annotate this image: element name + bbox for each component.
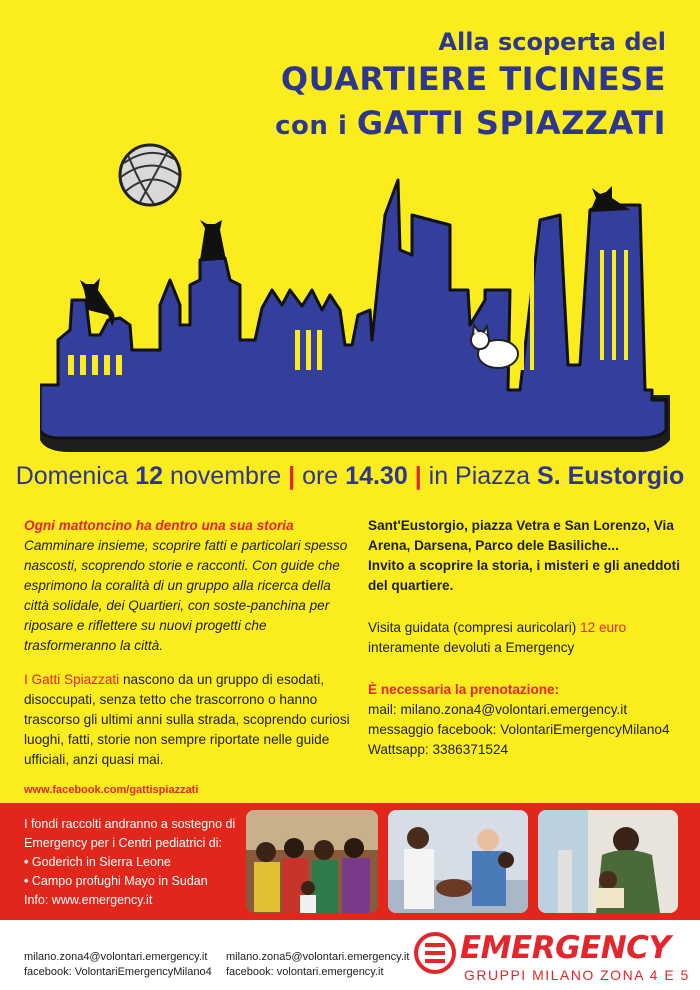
skyline-mass <box>40 180 666 438</box>
funds-item <box>24 872 244 891</box>
photo-mother-child <box>538 810 678 913</box>
itinerary-text: Sant'Eustorgio, piazza Vetra e San Lorenzo, Via Arena, Darsena, Parco dele Basiliche... <box>368 518 674 553</box>
funds-band <box>0 803 700 920</box>
contact-zona4 <box>24 950 212 980</box>
emergency-logo <box>410 930 690 988</box>
price-value: 12 euro <box>580 620 627 635</box>
event-place-label: in Piazza <box>428 462 531 490</box>
funds-item <box>24 853 244 872</box>
zona5-mail[interactable]: milano.zona5@volontari.emergency.it <box>226 951 410 963</box>
description-column <box>24 516 354 800</box>
event-time: 14.30 <box>345 462 408 490</box>
title-line-1: Alla scoperta del <box>438 28 666 56</box>
footer <box>0 920 700 990</box>
cat-right <box>590 186 630 212</box>
zona4-facebook[interactable]: facebook: VolontariEmergencyMilano4 <box>24 966 212 978</box>
event-month: novembre <box>170 462 282 490</box>
facebook-link[interactable]: www.facebook.com/gattispiazzati <box>24 784 199 796</box>
invite-text: Invito a scoprire la storia, i misteri e gli aneddoti del quartiere. <box>368 558 680 593</box>
group-description <box>24 670 354 770</box>
event-place: S. Eustorgio <box>537 462 685 490</box>
cat-on-tower <box>200 220 226 260</box>
group-text: nascono da un gruppo di esodati, disoccupati, senza tetto che trascorrono o hanno trascorso gli ultimi anni sulla strada, scoprendo curiosi luoghi, fatti, storie non sempre riportate nelle guide ufficiali, anzi quasi mai. <box>24 672 350 767</box>
title-line-3-name: GATTI SPIAZZATI <box>356 104 666 142</box>
zona5-facebook[interactable]: facebook: volontari.emergency.it <box>226 966 384 978</box>
booking-mail[interactable]: mail: milano.zona4@volontari.emergency.it <box>368 702 628 717</box>
bullet-icon: • <box>24 855 29 869</box>
funds-item-label: Campo profughi Mayo in Sudan <box>31 874 208 888</box>
photo-women-group <box>246 810 378 913</box>
title-line-3 <box>275 104 666 142</box>
title-line-2: QUARTIERE TICINESE <box>280 60 666 98</box>
bullet-icon: • <box>24 874 29 888</box>
story-heading: Ogni mattoncino ha dentro una sua storia <box>24 518 294 533</box>
emergency-e-icon <box>414 932 456 974</box>
price-note: interamente devoluti a Emergency <box>368 640 575 655</box>
photo-medical-visit <box>388 810 528 913</box>
contact-zona5 <box>226 950 409 980</box>
funds-text <box>24 815 244 910</box>
info-column <box>368 516 688 760</box>
event-day: Domenica <box>15 462 129 490</box>
booking-title: È necessaria la prenotazione: <box>368 682 560 697</box>
event-details-line <box>0 462 700 491</box>
price-line <box>368 618 688 638</box>
yarn-ball <box>120 145 180 205</box>
funds-intro: I fondi raccolti andranno a sostegno di Emergency per i Centri pediatrici di: <box>24 817 236 850</box>
booking-whatsapp[interactable]: Wattsapp: 3386371524 <box>368 742 509 757</box>
milan-skyline-illustration <box>40 140 670 455</box>
funds-info[interactable]: Info: www.emergency.it <box>24 893 153 907</box>
logo-wordmark: EMERGENCY <box>460 930 671 966</box>
separator: | <box>288 462 296 490</box>
funds-item-label: Goderich in Sierra Leone <box>31 855 171 869</box>
event-time-label: ore <box>302 462 339 490</box>
separator: | <box>414 462 422 490</box>
group-name: I Gatti Spiazzati <box>24 672 120 687</box>
price-text: Visita guidata (compresi auricolari) <box>368 620 581 635</box>
booking-facebook[interactable]: messaggio facebook: VolontariEmergencyMilano4 <box>368 722 670 737</box>
story-intro: Camminare insieme, scoprire fatti e particolari spesso nascosti, scoprendo storie e racconti. Con guide che esprimono la coralità di un gruppo alla ricerca della città solidale, dei Quartieri, con soste-panchina per riposare e riflettere su nuovi progetti che trasformeranno la città. <box>24 538 348 653</box>
logo-subtitle: GRUPPI MILANO ZONA 4 E 5 <box>464 967 690 983</box>
title-line-3-prefix: con i <box>275 111 357 141</box>
zona4-mail[interactable]: milano.zona4@volontari.emergency.it <box>24 951 208 963</box>
event-date: 12 <box>135 462 164 490</box>
